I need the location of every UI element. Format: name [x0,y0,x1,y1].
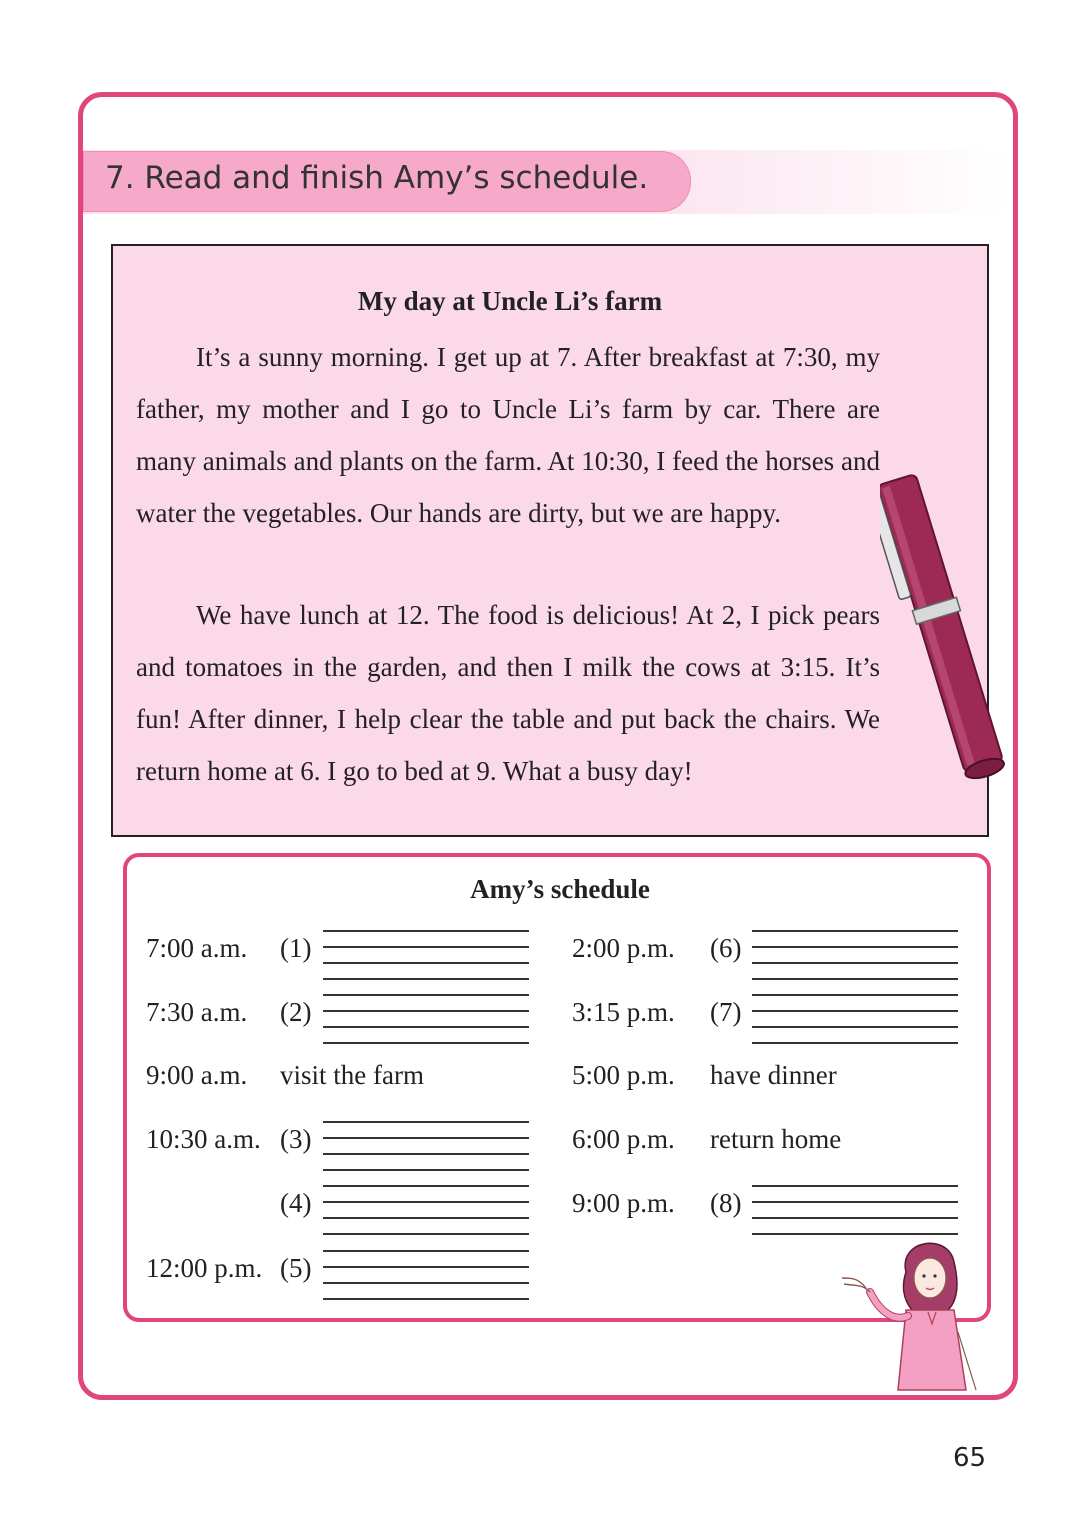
page-number: 65 [953,1443,987,1473]
exercise-title: 7. Read and finish Amy’s schedule. [105,160,649,196]
schedule-time: 10:30 a.m. [146,1124,261,1154]
answer-blank-5[interactable] [323,1238,529,1302]
reading-title: My day at Uncle Li’s farm [357,286,663,316]
schedule-title: Amy’s schedule [470,874,650,904]
blank-number: (3) [280,1124,312,1154]
answer-blank-8[interactable] [752,1173,958,1237]
blank-number: (4) [280,1188,312,1218]
schedule-time: 12:00 p.m. [146,1253,263,1283]
answer-blank-7[interactable] [752,982,958,1046]
blank-number: (8) [710,1188,742,1218]
answer-blank-2[interactable] [323,982,529,1046]
answer-blank-4[interactable] [323,1173,529,1237]
blank-number: (5) [280,1253,312,1283]
answer-blank-3[interactable] [323,1109,529,1173]
schedule-time: 7:30 a.m. [146,997,248,1027]
girl-illustration [836,1232,996,1392]
schedule-time: 2:00 p.m. [572,933,675,963]
schedule-time: 9:00 p.m. [572,1188,675,1218]
blank-number: (2) [280,997,312,1027]
answer-blank-6[interactable] [752,918,958,982]
reading-paragraph-1: It’s a sunny morning. I get up at 7. After breakfast at 7:30, my father, my mother and I go to Uncle Li’s farm by car. There are many animals and plants on the farm. At 10:30, I feed the horses and water the vegetables. Our hands are dirty, but we are happy. [136,342,880,528]
answer-blank-1[interactable] [323,918,529,982]
schedule-activity: visit the farm [280,1060,424,1090]
schedule-time: 9:00 a.m. [146,1060,248,1090]
schedule-time: 7:00 a.m. [146,933,248,963]
blank-number: (7) [710,997,742,1027]
schedule-time: 6:00 p.m. [572,1124,675,1154]
reading-paragraph-2: We have lunch at 12. The food is delicious! At 2, I pick pears and tomatoes in the garden, and then I milk the cows at 3:15. It’s fun! After dinner, I help clear the table and put back the chairs. We return home at 6. I go to bed at 9. What a busy day! [136,600,880,786]
schedule-activity: return home [710,1124,842,1154]
schedule-time: 3:15 p.m. [572,997,675,1027]
blank-number: (6) [710,933,742,963]
pen-illustration [880,462,1025,862]
schedule-activity: have dinner [710,1060,837,1090]
schedule-time: 5:00 p.m. [572,1060,675,1090]
blank-number: (1) [280,933,312,963]
